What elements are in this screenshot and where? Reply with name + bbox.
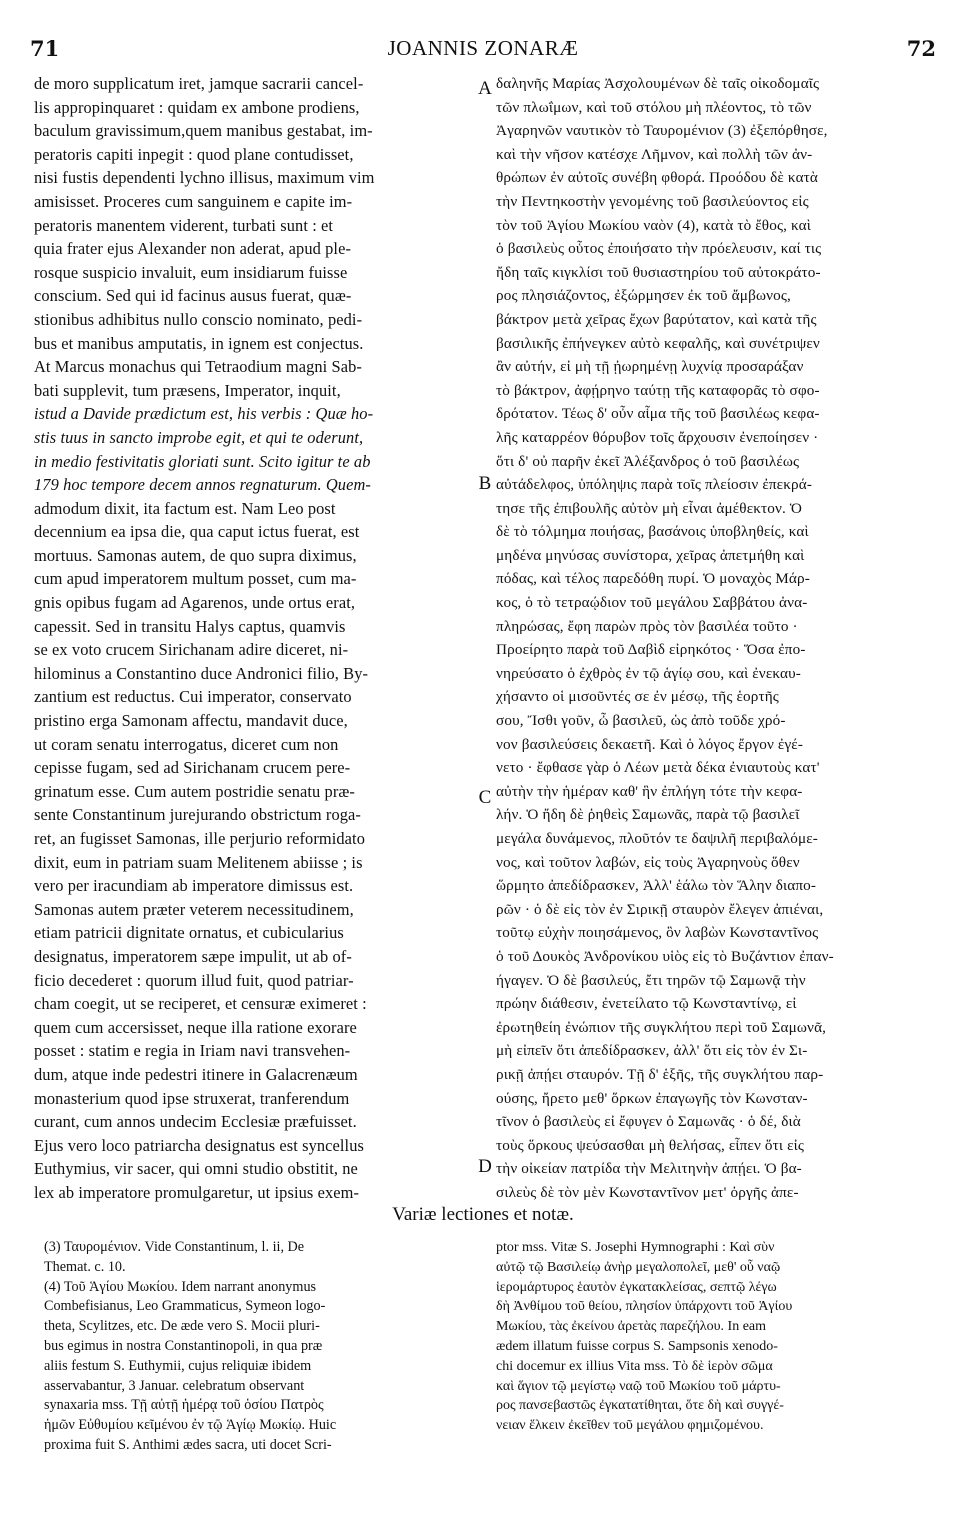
notes-left-column xyxy=(44,1238,476,1456)
note-line: (3) Ταυρομένιον. Vide Constantinum, l. ii, De xyxy=(44,1239,305,1255)
latin-text-line: monasterium quod ipse struxerat, tranferendum xyxy=(34,1088,350,1108)
page-number-left: 71 xyxy=(30,36,60,61)
latin-text-line: ret, an fugisset Samonas, ille perjurio reformidato xyxy=(34,829,365,848)
greek-text-line: καὶ τὴν νῆσον κατέσχε Λῆμνον, καὶ πολλὴ τῶν ἀν- xyxy=(496,145,813,163)
latin-text-line: Ejus vero loco patriarcha designatus est syncellus xyxy=(34,1135,364,1155)
greek-text-line: μεγάλα δυνάμενος, πλοῦτόν τε δαψιλῆ περιβαλόμε- xyxy=(496,830,818,847)
note-line: αὐτῷ τῷ Βασιλείῳ ἀνὴρ μεγαλοπολεῖ, μεθ' οὗ ναῷ xyxy=(496,1259,781,1275)
latin-text-line: rosque suspicio invaluit, eum insidiarum fuisse xyxy=(34,262,348,282)
note-line: καὶ ἅγιον τῷ μεγίστῳ ναῷ τοῦ Μωκίου τοῦ μάρτυ- xyxy=(496,1378,781,1394)
greek-text-line: ἐρωτηθείη ἐνώπιον τῆς συγκλήτου περὶ τοῦ Σαμωνᾶ, xyxy=(496,1018,827,1036)
latin-text-line: curant, cum annos undecim Ecclesiæ præfuisset. xyxy=(34,1112,357,1132)
note-line: ἡμῶν Εὐθυμίου κεῖμένου ἐν τῷ Ἁγίῳ Μωκίῳ. Huic xyxy=(44,1417,337,1434)
greek-text-line: πληρώσας, ἔφη παρὼν πρὸς τὸν βασιλέα τοῦτο · xyxy=(496,617,798,635)
latin-text-line: capessit. Sed in transitu Halys captus, quamvis xyxy=(34,616,346,636)
latin-text-line: cum apud imperatorem multum posset, cum ma- xyxy=(34,569,357,589)
greek-text-line: Ἀγαρηνῶν ναυτικὸν τὸ Ταυρομένιον (3) ἐξεπόρθησε, xyxy=(496,122,828,140)
greek-text-line: ρος πλησιάζοντος, ἐξώρμησεν ἐκ τοῦ ἄμβωνος, xyxy=(496,287,791,305)
latin-text-line: etiam patricii dignitate ornatus, et cubicularius xyxy=(34,923,344,943)
greek-text-line: τὸ βάκτρον, ἀφῄρηνο ταύτῃ τῆς καταφορᾶς τὸ σφο- xyxy=(496,381,820,399)
greek-text-line: ρικῇ ἀπῄει σταυρόν. Τῇ δ' ἑξῆς, τῆς συγκλήτου παρ- xyxy=(496,1065,824,1083)
note-line: Themat. c. 10. xyxy=(44,1258,126,1275)
latin-text-line: Samonas autem præter veterem necessitudinem, xyxy=(34,899,354,919)
note-line: bus egimus in nostra Constantinopoli, in qua præ xyxy=(44,1337,323,1354)
section-marker-d: D xyxy=(478,1156,492,1177)
section-marker-a: A xyxy=(478,78,492,99)
latin-text-line: ut coram senatu interrogatus, diceret cum non xyxy=(34,734,339,754)
note-line: Μωκίου, τὰς ἐκείνου ἀρετὰς παρεζήλου. In eam xyxy=(496,1319,767,1335)
latin-text-line: in medio festivitatis gloriati sunt. Scito igitur te ab xyxy=(34,451,371,471)
latin-text-line: hilominus a Constantino duce Andronici filio, By- xyxy=(34,663,369,683)
note-line: Combefisianus, Leo Grammaticus, Symeon logo- xyxy=(44,1298,326,1315)
notes-right-column xyxy=(496,1238,936,1436)
greek-text-line: σου, Ἴσθι γοῦν, ὦ βασιλεῦ, ὡς ἀπὸ τοῦδε χρό- xyxy=(496,712,786,730)
greek-text-line: ήγαγεν. Ὁ δὲ βασιλεύς, ἔτι τηρῶν τῷ Σαμωνᾷ τὴν xyxy=(496,971,806,989)
greek-text-line: μὴ εἰπεῖν ὅτι ἀπεδίδρασκεν, ἀλλ' ὅτι εἰς τὸν ἐν Σι- xyxy=(496,1042,808,1060)
greek-text-line: τῶν πλωΐμων, καὶ τοῦ στόλου μὴ πλέοντος, τὸ τῶν xyxy=(496,98,812,116)
latin-text-line: bus et manibus amputatis, in ignem est conjectus. xyxy=(34,333,364,353)
greek-text-line: ούσης, ἤρετο μεθ' ὅρκων ἐπαγωγῆς τὸν Κωνσταν- xyxy=(496,1089,808,1107)
latin-text-line: peratoris capiti inpegit : quod plane contudisset, xyxy=(34,144,354,164)
section-marker-b: B xyxy=(478,473,492,494)
latin-text-line: decennium ea ipsa die, qua caput ictus fuerat, est xyxy=(34,522,360,542)
note-line: proxima fuit S. Anthimi ædes sacra, uti docet Scri- xyxy=(44,1436,332,1453)
greek-text-line: ὁ τοῦ Δουκὸς Ἀνδρονίκου υἱὸς εἰς τὸ Βυζάντιον ἐπαν- xyxy=(496,947,834,965)
latin-text-line: cepisse fugam, sed ad Sirichanam crucem pere- xyxy=(34,758,351,778)
note-line: aliis festum S. Euthymii, cujus reliquiæ ibidem xyxy=(44,1357,312,1374)
greek-text-line: τοῦτῳ εὐχὴν ποιησάμενος, ὃν λαβὼν Κωνσταντῖνος xyxy=(496,924,819,942)
greek-text-line: σιλεὺς δὲ τὸν μὲν Κωνσταντῖνον μετ' ὀργῆς ἀπε- xyxy=(496,1183,799,1201)
latin-text-line: sente Constantinum jurejurando obstrictum roga- xyxy=(34,805,361,825)
greek-text-line: ἂν αὐτήν, εἰ μὴ τῇ ᾐωρημένῃ λυχνίᾳ προσαράξαν xyxy=(496,358,804,376)
greek-text-line: βάκτρον μετὰ χεῖρας ἔχων βαρύτατον, καὶ κατὰ τῆς xyxy=(496,310,817,328)
greek-column xyxy=(496,72,936,1205)
latin-column xyxy=(34,72,474,1205)
latin-text-line: lis appropinquaret : quidam ex ambone prodiens, xyxy=(34,97,360,117)
latin-text-line: 179 hoc tempore decem annos regnaturum. Quem- xyxy=(34,475,371,495)
latin-text-line: posset : statim e regia in Iriam navi transvehen- xyxy=(34,1041,351,1061)
greek-text-line: χήσαντο οἱ μισοῦντές σε ἐν μέσῳ, τῆς ἑορτῆς xyxy=(496,688,779,706)
latin-text-line: amisisset. Proceres cum sanguinem e capite im- xyxy=(34,191,353,211)
latin-text-line: stionibus adhibitus nullo conscio nominato, pedi- xyxy=(34,309,363,329)
greek-text-line: λῆς καταρρέον θόρυβον τοῖς ἄρχουσιν ἐνεποίησεν · xyxy=(496,428,819,446)
note-line: synaxaria mss. Τῇ αὐτῇ ἡμέρᾳ τοῦ ὁσίου Πατρὸς xyxy=(44,1397,324,1414)
latin-text-line: quem cum accersisset, neque illa ratione exorare xyxy=(34,1017,357,1037)
greek-text-line: ὥρμητο ἀπεδίδρασκεν, Ἀλλ' ἑάλω τὸν Ἅλην διαπο- xyxy=(496,877,817,895)
latin-text-line: Euthymius, vir sacer, qui omni studio obstitit, ne xyxy=(34,1159,358,1179)
greek-text-line: πρώην διάθεσιν, ἐνετείλατο τῷ Κωνσταντίνῳ, εἰ xyxy=(496,995,797,1013)
latin-text-line: lex ab imperatore promulgaretur, ut ipsius exem- xyxy=(34,1182,360,1202)
latin-text-line: istud a Davide prædictum est, his verbis : Quæ ho- xyxy=(34,404,374,424)
greek-text-line: τὴν οἰκείαν πατρίδα τὴν Μελιτηνὴν ἀπῄει. Ὁ βα- xyxy=(496,1160,802,1178)
greek-text-line: ρῶν · ὁ δὲ εἰς τὸν ἐν Σιρικῇ σταυρὸν ἔλεγεν ἀπιέναι, xyxy=(496,900,824,918)
greek-text-line: θρώπων ἐν αὐτοῖς συνέβη φθορά. Προόδου δὲ κατὰ xyxy=(496,169,819,187)
latin-text-line: baculum gravissimum,quem manibus gestabat, im- xyxy=(34,121,373,141)
latin-text-line: mortuus. Samonas autem, de quo supra diximus, xyxy=(34,545,357,565)
latin-text-line: ficio decederet : quorum illud fuit, quod patriar- xyxy=(34,970,354,990)
greek-text-line: κος, ὁ τὸ τετραῴδιον τοῦ μεγάλου Σαββάτου ἀνα- xyxy=(496,594,808,612)
page-number-right: 72 xyxy=(906,36,936,61)
greek-text-line: νετο · ἔφθασε γὰρ ὁ Λέων μετὰ δέκα ἐνιαυτοὺς κατ' xyxy=(496,759,820,777)
note-line: ptor mss. Vitæ S. Josephi Hymnographi : Καὶ σὺν xyxy=(496,1240,775,1255)
note-line: asservabantur, 3 Januar. celebratum observant xyxy=(44,1377,305,1394)
note-line: δὴ Ἀνθίμου τοῦ θείου, πλησίον ὑπάρχοντι τοῦ Ἁγίου xyxy=(496,1299,793,1315)
section-marker-c: C xyxy=(478,787,492,808)
greek-text-line: μηδένα μηνύσας συνίστορα, χεῖρας ἀπετμήθη καὶ xyxy=(496,546,805,564)
note-line: theta, Scylitzes, etc. De æde vero S. Mocii pluri- xyxy=(44,1318,320,1335)
latin-text-line: gnis opibus fugam ad Agarenos, unde ortus erat, xyxy=(34,593,356,613)
latin-text-line: nisi fustis dependenti lychno illisus, maximum vim xyxy=(34,168,375,188)
latin-text-line: peratoris manentem viderent, turbati sunt : et xyxy=(34,215,334,235)
greek-text-line: τὴν Πεντηκοστὴν γενομένης τοῦ βασιλεύοντος εἰς xyxy=(496,192,809,210)
greek-text-line: ἤδη ταῖς κιγκλίσι τοῦ θυσιαστηρίου τοῦ αὐτοκράτο- xyxy=(496,263,821,281)
greek-text-line: αὐτάδελφος, ὑπόληψις παρὰ τοῖς πλείοσιν ἐπεκρά- xyxy=(496,476,813,494)
running-header xyxy=(30,36,936,70)
greek-text-line: τὸν τοῦ Ἁγίου Μωκίου ναὸν (4), κατὰ τὸ ἔθος, καὶ xyxy=(496,216,812,234)
greek-text-line: δρότατον. Τέως δ' οὖν αἷμα τῆς τοῦ βασιλέως κεφα- xyxy=(496,405,820,423)
greek-text-line: ὁ βασιλεὺς οὗτος ἐποιήσατο τὴν πρόελευσιν, καί τις xyxy=(496,240,822,258)
running-title: JOANNIS ZONARÆ xyxy=(387,36,579,60)
note-line: (4) Τοῦ Ἁγίου Μωκίου. Idem narrant anonymus xyxy=(44,1278,317,1295)
greek-text-line: νος, καὶ τοῦτον λαβών, εἰς τοὺς Ἀγαρηνοὺς ὅθεν xyxy=(496,853,800,871)
latin-text-line: cham coegit, ut se reciperet, et censuræ eximeret : xyxy=(34,994,367,1014)
latin-text-line: quia frater ejus Alexander non aderat, apud ple- xyxy=(34,239,351,259)
latin-text-line: zantium est reductus. Cui imperator, conservato xyxy=(34,687,352,707)
greek-text-line: λήν. Ὁ ἤδη δὲ ῥηθεὶς Σαμωνᾶς, παρὰ τῷ βασιλεῖ xyxy=(496,806,800,824)
note-line: ædem illatum fuisse corpus S. Sampsonis xenodo- xyxy=(496,1338,778,1354)
latin-text-line: conscium. Sed qui id facinus ausus fuerat, quæ- xyxy=(34,286,352,306)
greek-text-line: ὅτι δ' οὐ παρῆν ἐκεῖ Ἀλέξανδρος ὁ τοῦ βασιλέως xyxy=(496,452,800,470)
greek-text-line: δαληνῆς Μαρίας Ἀσχολουμένων δὲ ταῖς οἰκοδομαῖς xyxy=(496,75,820,92)
greek-text-line: νον βασιλεύσεις δεκαετῆ. Καὶ ὁ λόγος ἔργον ἐγέ- xyxy=(496,735,804,753)
greek-text-line: δὲ τὸ τόλμημα ποιήσας, βασάνοις ὑποβληθείς, καὶ xyxy=(496,523,809,541)
latin-text-line: se ex voto crucem Sirichanam adire diceret, ni- xyxy=(34,640,349,660)
greek-text-line: πόδας, καὶ τέλος παρεδόθη πυρί. Ὁ μοναχὸς Μάρ- xyxy=(496,570,810,588)
note-line: νειαν ἕλκειν ἐκεῖθεν τοῦ μεγάλου φημιζομένου. xyxy=(496,1418,764,1434)
latin-text-line: admodum dixit, ita factum est. Nam Leo post xyxy=(34,498,336,518)
latin-text-line: pristino erga Samonam affectu, mandavit duce, xyxy=(34,711,348,731)
greek-text-line: τῖνον ὁ βασιλεὺς εἰ ἔφυγεν ὁ Σαμωνᾶς · ὁ δέ, διὰ xyxy=(496,1113,801,1131)
note-line: ἱερομάρτυρος ἑαυτὸν ἐγκατακλείσας, σεπτῷ λέγω xyxy=(496,1279,777,1295)
latin-text-line: de moro supplicatum iret, jamque sacrarii cancel- xyxy=(34,74,364,93)
greek-text-line: τησε τῆς ἐπιβουλῆς αὐτὸν μὴ εἶναι ἀμέθεκτον. Ὁ xyxy=(496,499,803,517)
latin-text-line: grinatum esse. Cum autem postridie senatu præ- xyxy=(34,781,355,801)
note-line: chi docemur ex illius Vita mss. Τὸ δὲ ἱερὸν σῶμα xyxy=(496,1358,773,1374)
latin-text-line: vero per iracundiam ab imperatore dimissus est. xyxy=(34,876,354,896)
greek-text-line: βασιλικῆς ἐπήνεγκεν αὐτὸ κεφαλῆς, καὶ συνέτριψεν xyxy=(496,334,820,352)
greek-text-line: τοὺς ὅρκους ψεύσασθαι μὴ θελήσας, εἶπεν ὅτι εἰς xyxy=(496,1136,805,1154)
greek-text-line: αὐτὴν τὴν ἡμέραν καθ' ἣν ἐπλήγη τότε τὴν κεφα- xyxy=(496,782,803,800)
notes-heading: Variæ lectiones et notæ. xyxy=(392,1204,574,1225)
note-line: ρος πανσεβαστῶς ἐγκατατίθηται, ὅτε δὴ καὶ συγγέ- xyxy=(496,1398,784,1414)
greek-text-line: νηρεύσατο ὁ ἐχθρὸς ἐν τῷ ἁγίῳ σου, καὶ ἐνεκαυ- xyxy=(496,664,802,682)
latin-text-line: designatus, imperatorem sæpe impulit, ut ab of- xyxy=(34,946,352,966)
greek-text-line: Προείρητο παρὰ τοῦ Δαβὶδ εἰρηκότος · Ὅσα ἐπο- xyxy=(496,641,806,659)
latin-text-line: At Marcus monachus qui Tetraodium magni Sab- xyxy=(34,357,362,377)
latin-text-line: bati supplevit, tum præsens, Imperator, inquit, xyxy=(34,380,341,400)
latin-text-line: stis tuus in sancto improbe egit, et qui te oderunt, xyxy=(34,427,364,447)
latin-text-line: dum, atque inde pedestri itinere in Galacrenæum xyxy=(34,1064,358,1084)
latin-text-line: dixit, eum in patriam suam Melitenem abiisse ; is xyxy=(34,852,363,872)
